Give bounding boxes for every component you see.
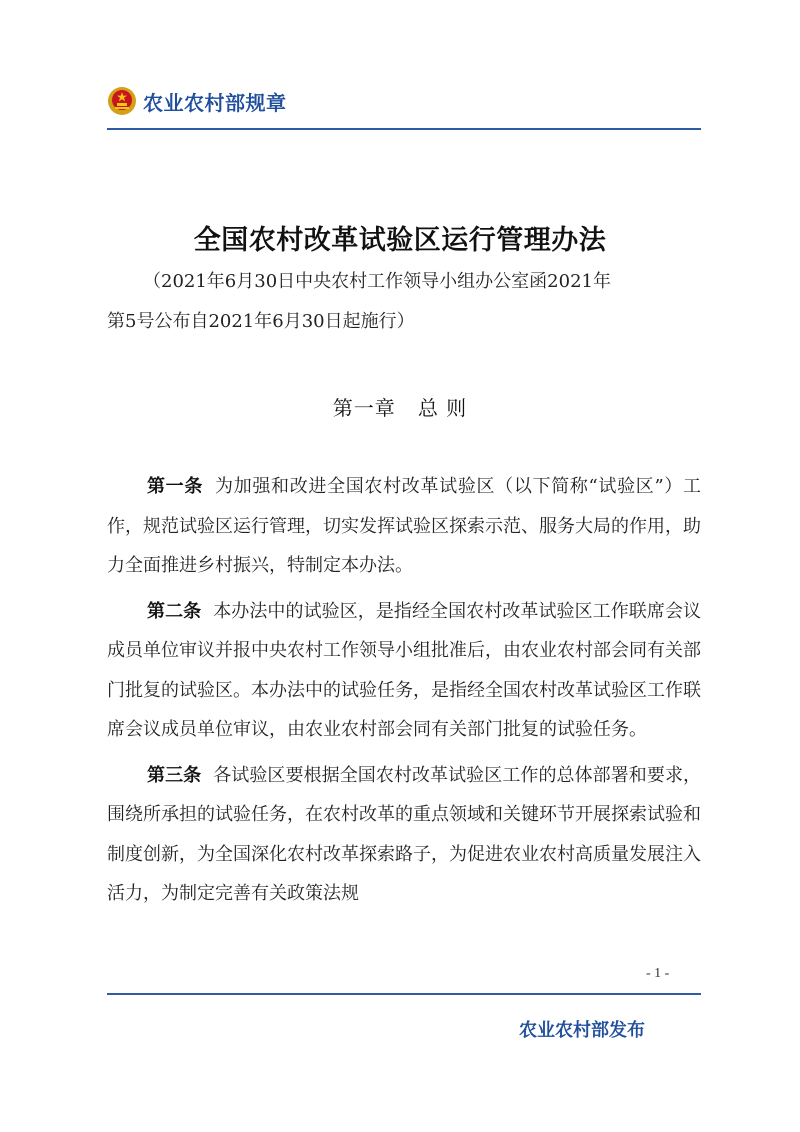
article-paragraph [107, 467, 701, 586]
chapter-heading [100, 392, 700, 421]
article-text: 本办法中的试验区，是指经全国农村改革试验区工作联席会议成员单位审议并报中央农村工作领导小组批准后，由农业农村部会同有关部门批复的试验区。本办法中的试验任务，是指经全国农村改革试验区工作联席会议成员单位审议，由农业农村部会同有关部门批复的试验任务。 [107, 600, 702, 740]
subtitle-line-2: 第5号公布自2021年6月30日起施行） [107, 311, 415, 332]
article-label: 第二条 [147, 600, 202, 622]
page-number: - 1 - [646, 966, 670, 981]
article-label: 第一条 [147, 476, 204, 497]
article-label: 第三条 [147, 764, 202, 786]
chapter-label: 第一章 [332, 396, 396, 420]
footer-divider [107, 993, 701, 995]
article-text: 各试验区要根据全国农村改革试验区工作的总体部署和要求，围绕所承担的试验任务，在农村改革的重点领域和关键环节开展探索试验和制度创新，为全国深化农村改革探索路子，为促进农业农村高质量发展注入活力，为制定完善有关政策法规 [107, 764, 702, 904]
header-title: 农业农村部规章 [143, 90, 287, 115]
article-paragraph [107, 756, 701, 914]
header-divider [107, 128, 701, 130]
article-text: 为加强和改进全国农村改革试验区（以下简称“试验区”）工作，规范试验区运行管理，切实发挥试验区探索示范、服务大局的作用，助力全面推进乡村振兴，特制定本办法。 [107, 476, 701, 576]
article-paragraph [107, 592, 701, 750]
document-body [107, 467, 701, 920]
document-subtitle [107, 262, 707, 342]
footer-publisher: 农业农村部发布 [519, 1020, 645, 1041]
subtitle-line-1: （2021年6月30日中央农村工作领导小组办公室函2021年 [143, 271, 611, 292]
national-emblem-icon [107, 86, 137, 116]
page-header [107, 86, 287, 116]
document-title: 全国农村改革试验区运行管理办法 [193, 225, 607, 256]
chapter-name: 总 则 [417, 396, 468, 420]
